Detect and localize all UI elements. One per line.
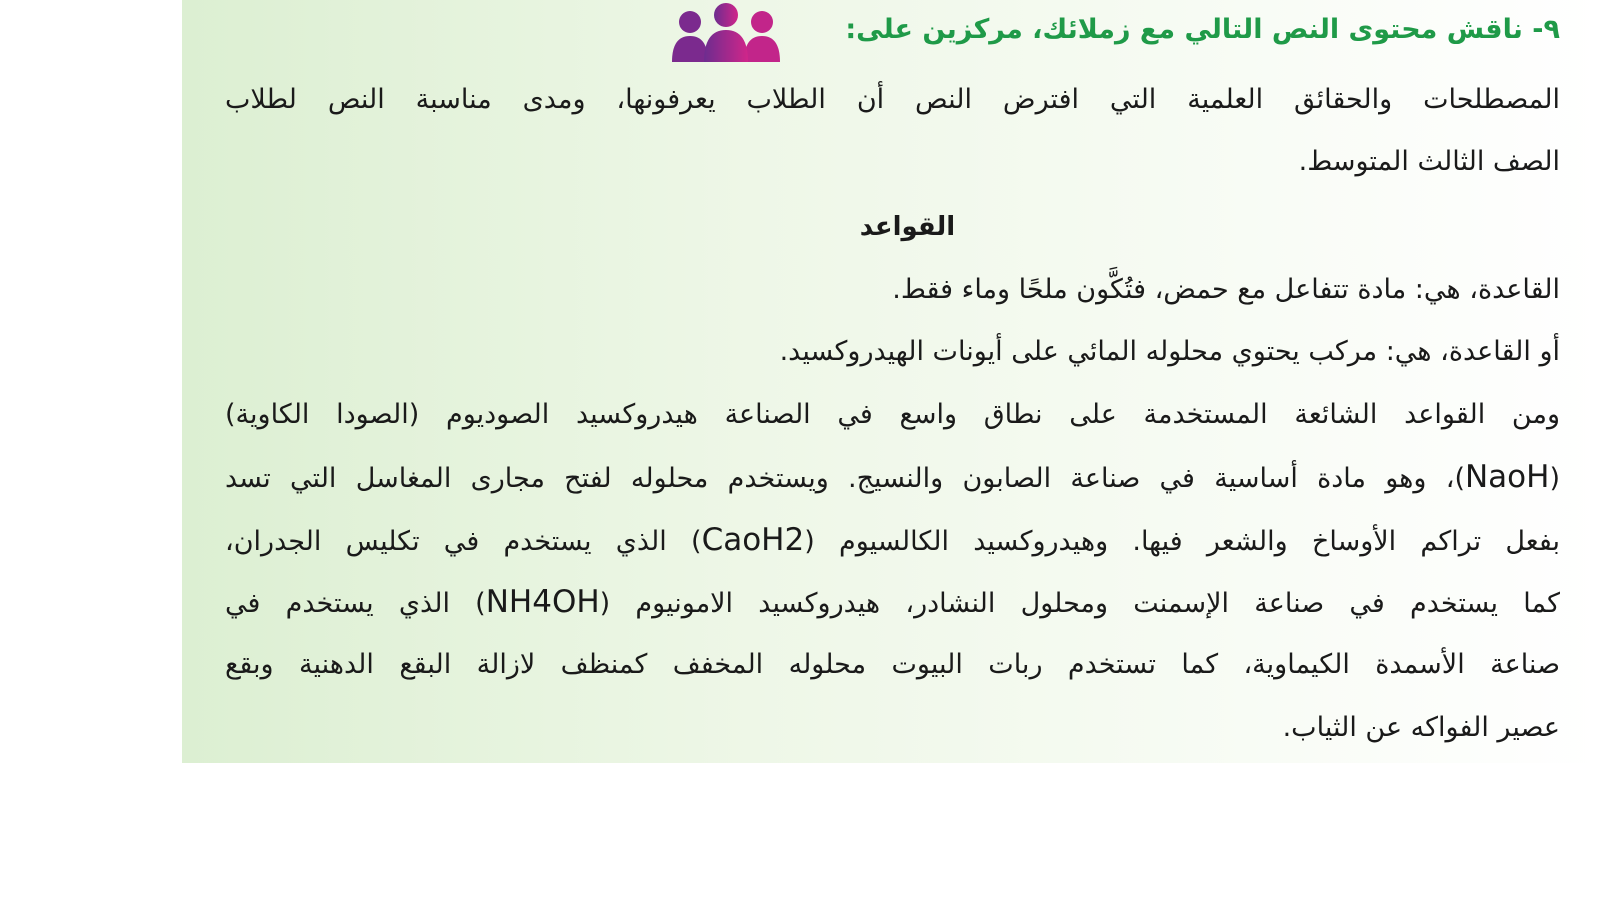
section-heading: القواعد (859, 212, 956, 242)
discussion-question (845, 14, 1560, 45)
paragraph-line-4 (225, 582, 1560, 624)
question-text: ناقش محتوى النص التالي مع زملائك، مركزين على: (845, 14, 1523, 45)
paragraph-line-5: صناعة الأسمدة الكيماوية، كما تستخدم ربات البيوت محلوله المخفف كمنظف لازالة البقع الدهنية وبقع (225, 649, 1560, 680)
formula-caoh2: CaoH2 (701, 522, 805, 558)
paragraph-line-3-end: ) الذي يستخدم في تكليس الجدران، (225, 526, 702, 557)
paragraph-line-3-start: بفعل تراكم الأوساخ والشعر فيها. وهيدروكسيد الكالسيوم ( (804, 526, 1560, 557)
definition-1: القاعدة، هي: مادة تتفاعل مع حمض، فتُكَّون ملحًا وماء فقط. (892, 274, 1560, 305)
paragraph-line-1: ومن القواعد الشائعة المستخدمة على نطاق واسع في الصناعة هيدروكسيد الصوديوم (الصودا الكاوية) (225, 399, 1560, 430)
intro-line-1: المصطلحات والحقائق العلمية التي افترض النص أن الطلاب يعرفونها، ومدى مناسبة النص لطلاب (225, 84, 1560, 115)
paragraph-line-2 (225, 457, 1560, 499)
paragraph-line-3 (225, 520, 1560, 562)
definition-2: أو القاعدة، هي: مركب يحتوي محلوله المائي على أيونات الهيدروكسيد. (779, 336, 1560, 367)
paragraph-line-4-start: كما يستخدم في صناعة الإسمنت ومحلول النشادر، هيدروكسيد الامونيوم ( (599, 588, 1560, 619)
formula-naoh: NaoH (1464, 459, 1550, 495)
question-number: ٩- (1532, 14, 1560, 45)
group-people-icon (668, 2, 784, 62)
paragraph-line-6: عصير الفواكه عن الثياب. (1282, 712, 1560, 743)
paragraph-line-4-end: ) الذي يستخدم في (225, 588, 486, 619)
intro-line-2: الصف الثالث المتوسط. (1298, 146, 1560, 177)
paragraph-line-2-open: ( (1549, 463, 1560, 494)
paragraph-line-2-rest: )، وهو مادة أساسية في صناعة الصابون والنسيج. ويستخدم محلوله لفتح مجارى المغاسل التي تسد (225, 463, 1465, 494)
formula-nh4oh: NH4OH (485, 584, 600, 620)
